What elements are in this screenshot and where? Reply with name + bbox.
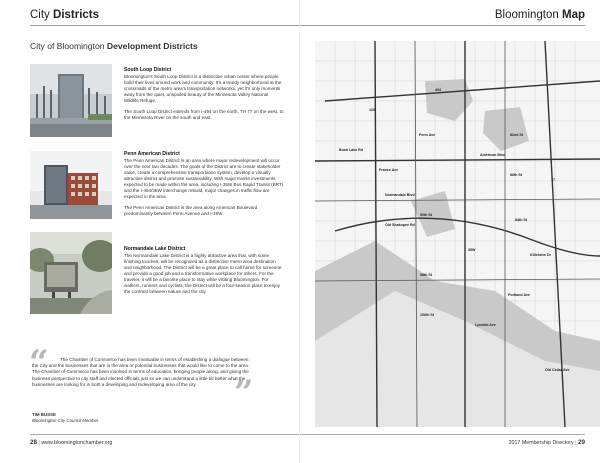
left-header-title: Districts (53, 9, 100, 21)
map-label-98th: 98th St (420, 273, 432, 277)
penn-american-photo (30, 151, 112, 219)
map-label-france: France Ave (379, 168, 399, 172)
footer-directory-label: 2017 Membership Directory (508, 440, 574, 446)
district-penn-american (124, 151, 284, 222)
right-page-header (495, 9, 585, 21)
left-page-header (30, 9, 99, 21)
normandale-lake-photo (30, 232, 112, 314)
district-paragraph: The Normandale Lake District is a highly attractive area that, with some finishing touches, will be recognized as a distinctive metro area destination and neighborhood. The District will be a great place to call home for someone and provide a good job and a transformative workplace for others. For the traveler, it will be a favorite place to stay while visiting Bloomington. For walkers, runners and cyclists, the District will be a four-season place to enjoy the contrast between nature and the city. (124, 252, 282, 295)
footer-url[interactable]: www.bloomingtonchamber.org (41, 440, 113, 446)
right-header-title: Map (562, 9, 585, 21)
right-footer: 2017 Membership Directory | 29 (508, 439, 585, 446)
map-label-82nd: 82nd St (510, 133, 523, 137)
left-header-section: City (30, 9, 50, 21)
map-label-86th: 86th St (510, 173, 522, 177)
map-label-494: 494 (435, 88, 441, 92)
district-paragraph: The South Loop District extends from I-494 on the north, TH 77 on the west, to the Minnesota River on the south and east. (124, 109, 284, 121)
quote-text: The Chamber of Commerce has been invaluable in terms of establishing a dialogue between the City and the businesses that are in the area or potential businesses that would like to come to the area. The Chamber of Commerce has been involved in terms of education, bringing people along, and giving the business perspective to city staff and elected officials just so we can understand a little bit better what the businesses are looking for in both a developing and redeveloping area of the city. (32, 357, 250, 387)
district-paragraph: The Penn American District is the area along American Boulevard predominantly between Penn Avenue and I-35W. (124, 205, 258, 217)
section-title-prefix: City of Bloomington (30, 41, 105, 51)
map-label-lyndale: Lyndale Ave (475, 323, 496, 327)
map-label-90th: 90th St (420, 213, 432, 217)
bloomington-map[interactable] (315, 41, 600, 427)
map-label-penn: Penn Ave (419, 133, 436, 137)
left-footer: 28 | www.bloomingtonchamber.org (30, 439, 113, 446)
right-header-rule (300, 25, 585, 26)
map-label-106th: 106th St (420, 313, 434, 317)
district-normandale-lake (124, 246, 284, 300)
map-label-84th: 84th St (515, 218, 527, 222)
testimonial-quote (29, 343, 266, 423)
quote-author: TIM BUSSE (32, 412, 56, 417)
map-label-old-cedar: Old Cedar Ave (545, 368, 570, 372)
map-label-169: 169 (369, 108, 375, 112)
left-page-number: 28 (30, 439, 38, 446)
map-label-35w: 35W (468, 248, 476, 252)
quote-attribution (32, 412, 98, 423)
left-header-rule (30, 25, 300, 26)
district-name: South Loop District (124, 67, 172, 73)
map-canvas (315, 41, 600, 427)
left-footer-rule (30, 434, 300, 435)
district-name: Penn American District (124, 151, 180, 157)
section-title-main: Development Districts (106, 41, 198, 51)
right-header-section: Bloomington (494, 9, 559, 21)
district-paragraph: Bloomington's South Loop District is a distinctive urban center where people build their lives around work and community. It's a trendy neighborhood at the crossroads of the metro area's transportation networks, yet it's only moments away from the quiet, unspoiled beauty of the Minnesota Valley National Wildlife Refuge. (124, 73, 282, 103)
map-label-bush-lake: Bush Lake Rd (339, 148, 363, 152)
map-label-portland: Portland Ave (508, 293, 530, 297)
section-title (30, 41, 198, 51)
south-loop-photo (30, 64, 112, 137)
map-label-77: 77 (551, 178, 555, 182)
map-label-old-shakopee: Old Shakopee Rd (385, 223, 415, 227)
district-paragraph: The Penn American District is an area where major redevelopment will occur over the next two decades. The goals of the District are to create stakeholder value, create a comprehensive transportation system, develop a visually attractive district and promote sustainability. With major transit investments expected to be made within the area, including I-35W Bus Rapid Transit (BRT) and the I-494/35W interchange rebuild, major changes in traffic flow are expected in the area. (124, 157, 284, 200)
open-quote-icon: “ (29, 343, 49, 383)
right-footer-rule (300, 434, 585, 435)
district-name: Normandale Lake District (124, 246, 186, 252)
quote-author-role: Bloomington City Council Member (32, 417, 99, 423)
map-label-normandale: Normandale Blvd (385, 193, 415, 197)
close-quote-icon: ” (234, 373, 254, 413)
district-south-loop (124, 67, 284, 126)
map-label-killebrew: Killebrew Dr (530, 253, 551, 257)
right-page-number: 29 (577, 439, 585, 446)
map-label-american-blvd: American Blvd (480, 153, 506, 157)
